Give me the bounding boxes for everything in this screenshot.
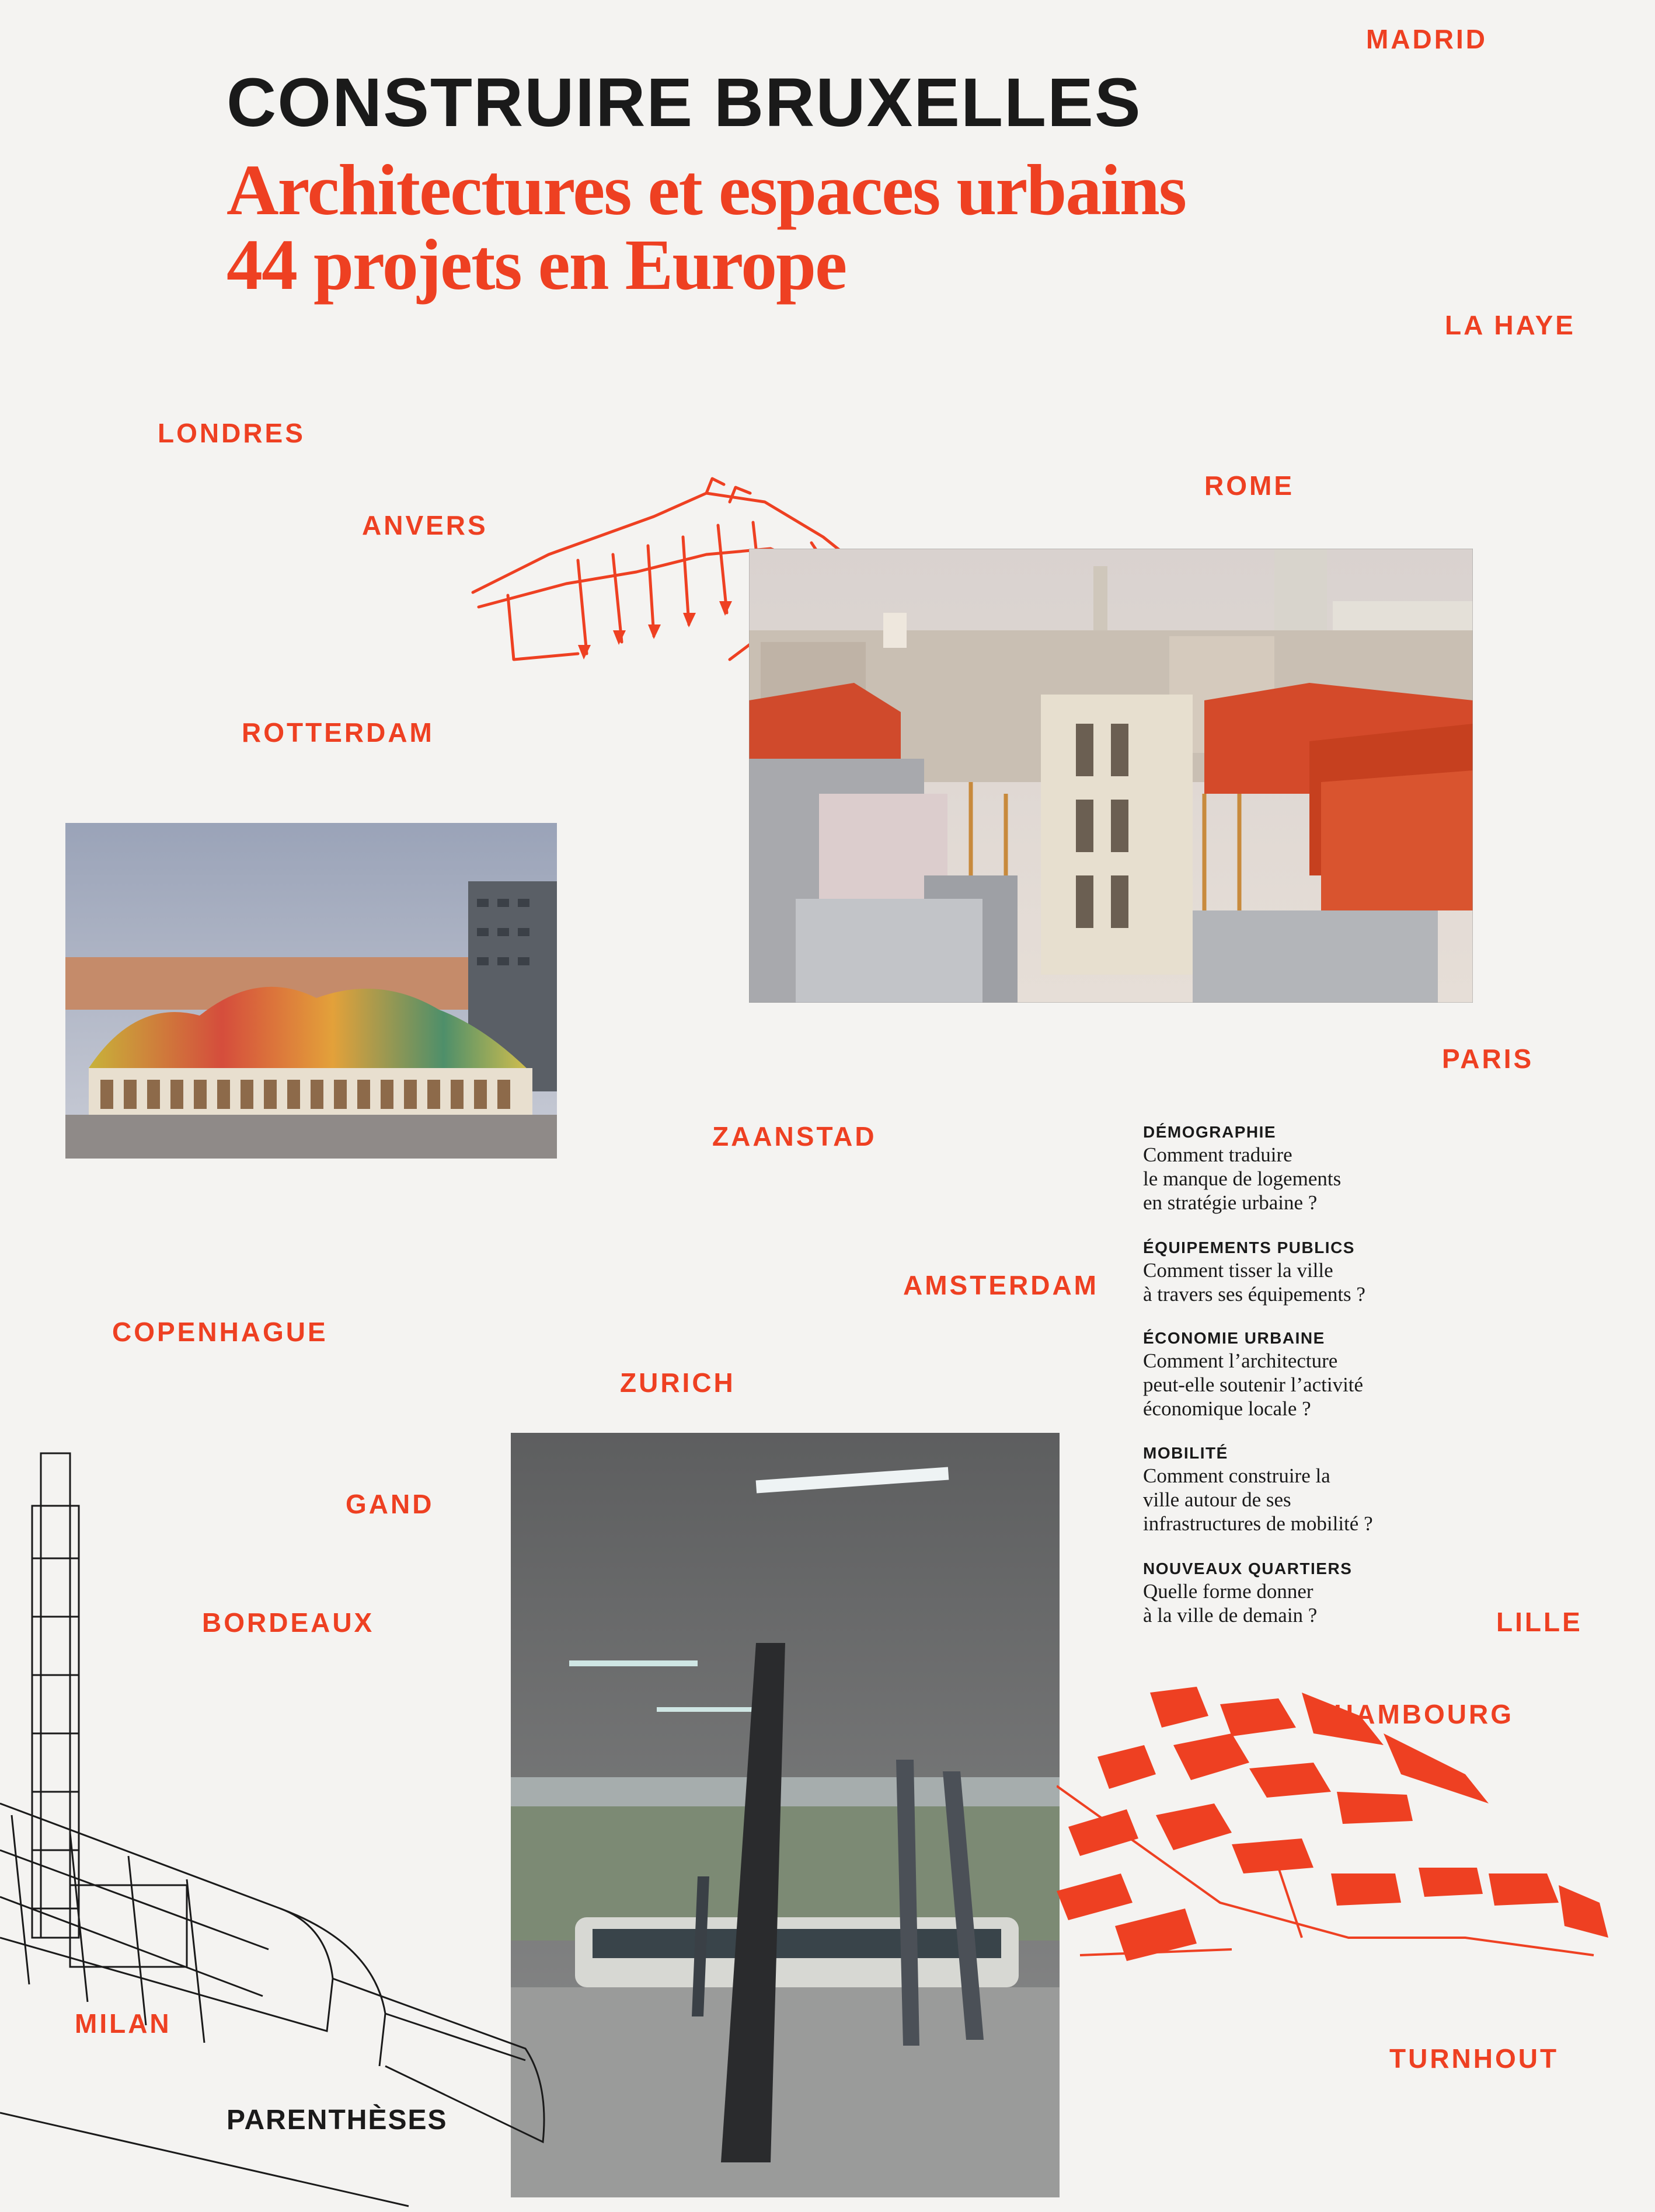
city-label-la-haye xyxy=(1445,309,1576,341)
city-text: TURNHOUT xyxy=(1389,2043,1559,2074)
photo-paris-image xyxy=(749,549,1473,1003)
theme-question-line: Quelle forme donner xyxy=(1143,1580,1313,1603)
theme-demographie xyxy=(1143,1122,1493,1215)
book-title: CONSTRUIRE BRUXELLES xyxy=(227,64,1142,141)
city-label-rome xyxy=(1204,470,1294,501)
city-text: LONDRES xyxy=(158,418,305,448)
city-text: AMSTERDAM xyxy=(903,1270,1099,1300)
theme-question-line: Comment construire la xyxy=(1143,1464,1330,1487)
city-text: COPENHAGUE xyxy=(112,1317,328,1347)
theme-question-line: Comment l’architecture xyxy=(1143,1349,1338,1372)
subtitle-line-2: 44 projets en Europe xyxy=(227,225,846,305)
photo-tram-station xyxy=(511,1433,1060,2197)
theme-mobilite xyxy=(1143,1443,1493,1536)
city-label-paris xyxy=(1442,1043,1534,1074)
theme-question-line: économique locale ? xyxy=(1143,1397,1311,1420)
city-text: LA HAYE xyxy=(1445,310,1576,340)
city-label-zaanstad xyxy=(712,1121,877,1152)
city-label-milan xyxy=(75,2008,172,2039)
photo-paris-housing xyxy=(749,549,1473,1003)
city-text: MILAN xyxy=(75,2008,172,2039)
theme-equipements-publics xyxy=(1143,1237,1493,1306)
city-label-bordeaux xyxy=(202,1607,374,1638)
city-text: BORDEAUX xyxy=(202,1607,375,1638)
city-text: ANVERS xyxy=(362,510,488,540)
city-label-zurich xyxy=(620,1367,736,1398)
city-label-gand xyxy=(346,1488,434,1520)
theme-title: ÉCONOMIE URBAINE xyxy=(1143,1329,1325,1347)
theme-title: MOBILITÉ xyxy=(1143,1444,1228,1462)
city-label-rotterdam xyxy=(242,717,434,748)
photo-market-image xyxy=(65,823,557,1159)
theme-question-line: infrastructures de mobilité ? xyxy=(1143,1512,1373,1535)
city-text: ROTTERDAM xyxy=(242,717,434,748)
city-label-copenhague xyxy=(112,1316,328,1348)
city-label-turnhout xyxy=(1389,2043,1559,2074)
city-text: HAMBOURG xyxy=(1334,1699,1514,1729)
city-label-madrid xyxy=(1366,23,1487,55)
city-text: MADRID xyxy=(1366,24,1487,54)
theme-question-line: Comment traduire xyxy=(1143,1143,1292,1166)
theme-question-line: en stratégie urbaine ? xyxy=(1143,1191,1318,1214)
theme-title: ÉQUIPEMENTS PUBLICS xyxy=(1143,1238,1355,1257)
theme-question-line: Comment tisser la ville xyxy=(1143,1259,1333,1282)
city-text: ZURICH xyxy=(620,1367,736,1398)
publisher-name: PARENTHÈSES xyxy=(227,2105,448,2136)
theme-question-line: peut-elle soutenir l’activité xyxy=(1143,1373,1364,1396)
subtitle-line-1: Architectures et espaces urbains xyxy=(227,150,1186,230)
city-text: ROME xyxy=(1204,470,1294,501)
theme-question-line: le manque de logements xyxy=(1143,1167,1342,1190)
city-label-londres xyxy=(158,417,305,449)
photo-tram-image xyxy=(511,1433,1060,2197)
photo-market-roof xyxy=(65,823,557,1159)
city-label-amsterdam xyxy=(903,1269,1099,1301)
city-text: LILLE xyxy=(1496,1607,1583,1637)
city-text: ZAANSTAD xyxy=(712,1121,877,1152)
theme-question-line: à la ville de demain ? xyxy=(1143,1604,1318,1627)
city-label-anvers xyxy=(362,510,488,541)
city-text: GAND xyxy=(346,1489,434,1519)
technical-axonometric-drawing xyxy=(0,1442,584,2212)
city-label-hambourg xyxy=(1334,1698,1514,1730)
city-text: PARIS xyxy=(1442,1044,1534,1074)
theme-nouveaux-quartiers xyxy=(1143,1558,1493,1627)
theme-title: DÉMOGRAPHIE xyxy=(1143,1123,1277,1141)
theme-question-line: ville autour de ses xyxy=(1143,1488,1291,1511)
theme-economie-urbaine xyxy=(1143,1328,1493,1421)
city-label-lille xyxy=(1496,1606,1583,1638)
theme-title: NOUVEAUX QUARTIERS xyxy=(1143,1559,1353,1578)
theme-question-line: à travers ses équipements ? xyxy=(1143,1283,1365,1306)
